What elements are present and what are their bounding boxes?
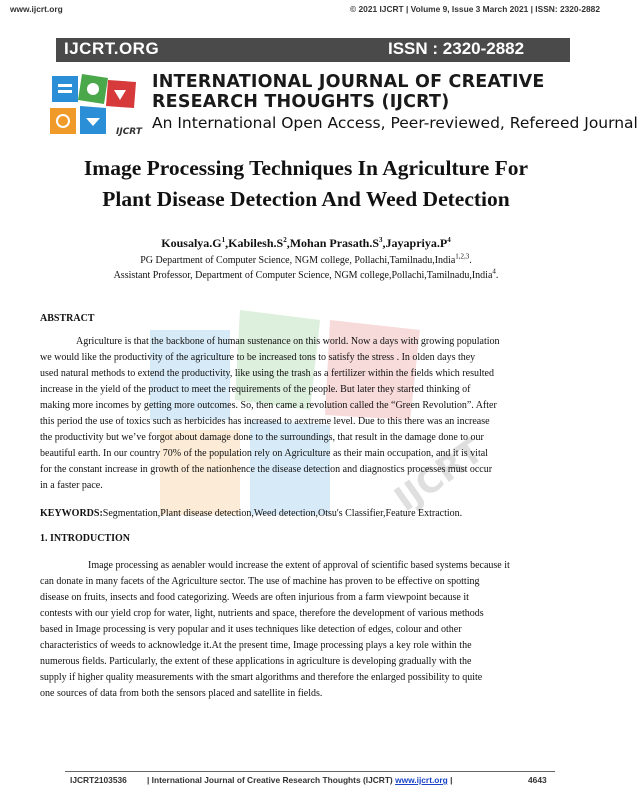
author-name: Kousalya.G [161,236,222,250]
affiliation-asst-prof: Assistant Professor, Department of Computer Science, NGM college,Pollachi,Tamilnadu,India$^4$. [113,267,499,281]
author-list: $Kousalya.G^1,Kabilesh.S^2,Mohan$ $Prasath.S^3,Jayapriya.P^4$ [161,236,451,250]
keywords-text: Segmentation,Plant disease detection,Weed detection,Otsu's Classifier,Feature Extraction. [102,508,463,519]
journal-logo-icon [46,68,146,148]
journal-title-line1: INTERNATIONAL JOURNAL OF CREATIVE [152,72,545,92]
keywords-label: KEYWORDS: [40,508,103,519]
svg-text:IJCRT: IJCRT [116,127,142,137]
author-name: Mohan Prasath.S [289,236,380,250]
footer-divider [65,771,555,772]
header-issue-info: © 2021 IJCRT | Volume 9, Issue 3 March 2021 | ISSN: 2320-2882 [350,4,600,14]
keywords [40,508,462,519]
banner-site-name: IJCRT.ORG [64,39,160,58]
author-name: Kabilesh.S [228,236,284,250]
footer-paper-id: IJCRT2103536 [70,775,127,785]
journal-title-line2: RESEARCH THOUGHTS (IJCRT) [152,92,450,112]
introduction-heading: 1. INTRODUCTION [40,533,131,544]
paper-title-line1: Image Processing Techniques In Agriculture For [83,156,529,180]
journal-subtitle: An International Open Access, Peer-reviewed, Refereed Journal [152,114,638,132]
footer-journal: | International Journal of Creative Research Thoughts (IJCRT) www.ijcrt.org | [147,775,453,785]
abstract-body: Agriculture is that the backbone of human sustenance on this world. Now a days with growing population we would like the productivity of the agriculture to be increased tons to satisfy the stress . In olden days they used natural methods to extend the productivity, like using the trash as a fertilizer within the fields which resulted increase in the yield of the product to meet the requirements of the people. But later they started thinking of making more incomes by getting more outcomes. So, then came a revolution called the “Green Revolution”. After this period the use of toxics such as herbicides has increased to aextreme level. Due to this there was an increase the productivity but we’ve forgot about damage done to the surroundings, that result in the damage done to our beautiful earth. In our country 70% of the population rely on Agriculture as their main occupation, and it is vital for the constant increase in growth of the nationhence the disease detection and diagnostics processes must occur in a faster pace. [40,336,500,491]
svg-text:IJCRT: IJCRT [387,430,491,520]
paper-title-line2: Plant Disease Detection And Weed Detection [102,187,510,211]
footer-page-number: 4643 [528,775,547,785]
author-name: Jayapriya.P [385,236,448,250]
footer-url-link[interactable]: www.ijcrt.org [395,775,448,785]
banner-issn: ISSN : 2320-2882 [388,39,525,58]
affiliation-pg: PG Department of Computer Science, NGM college, Pollachi,Tamilnadu,India$^{1,2,3}$. [140,252,472,266]
header-site-url: www.ijcrt.org [10,4,63,14]
introduction-body: Image processing as aenabler would increase the extent of approval of scientific based systems because it can donate in many facets of the Agriculture sector. The use of machine has proven to be effective on spotting disease on fruits, insects and food categorizing. Weeds are often injurious from a farm viewpoint because it contests with our yield crop for water, light, nutrients and space, therefore the development of various methods based in Image processing is very popular and it uses techniques like detection of edges, colour and other characteristics of weeds to acknowledge it.At the present time, Image processing plays a key role within the numerous fields. Particularly, the extent of these applications in agriculture is developing gradually with the supply if higher quality measurements with the smart algorithms and therefore the enlarged possibility to quite one sources of data from both the sensors placed and satellite in fields. [40,560,510,699]
abstract-heading: ABSTRACT [40,313,95,324]
